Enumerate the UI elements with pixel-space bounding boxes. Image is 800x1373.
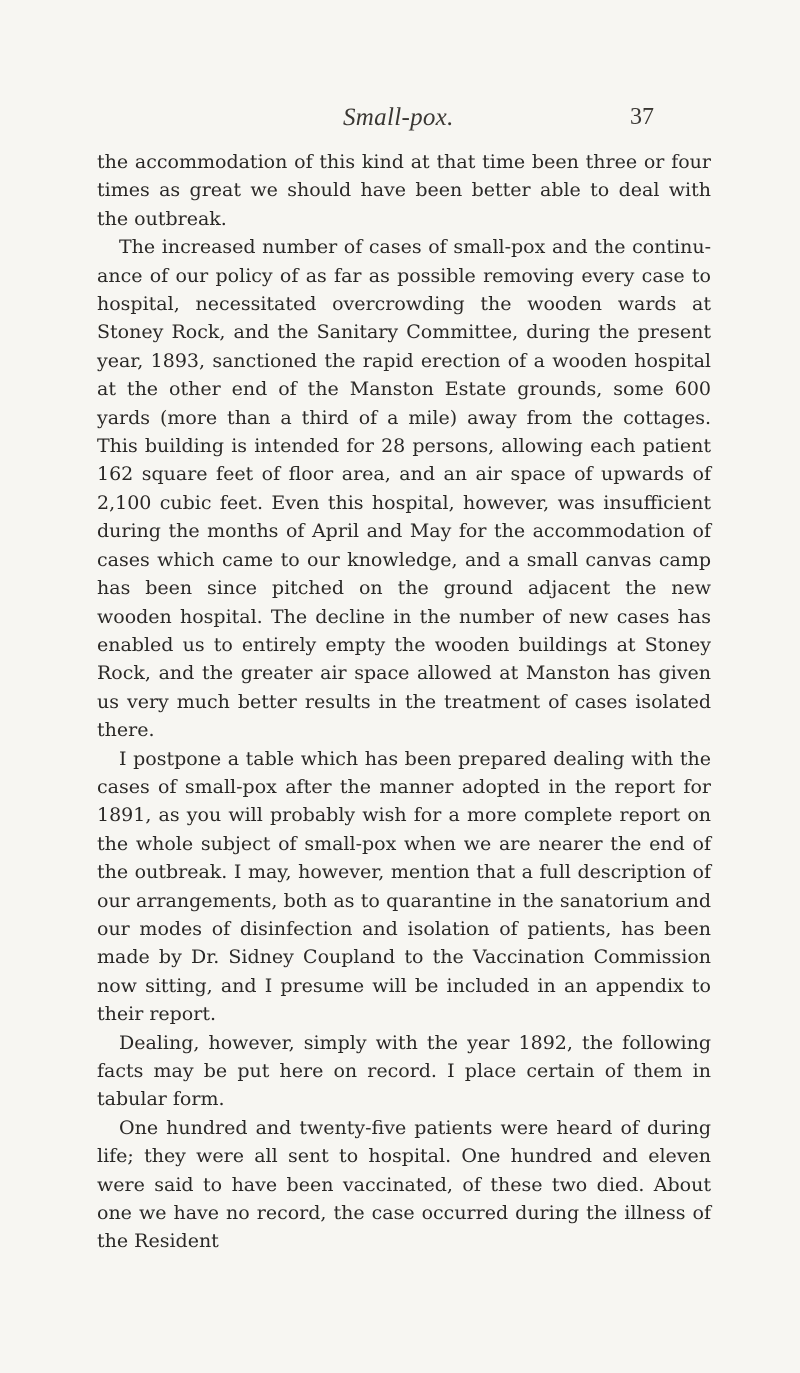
paragraph: Dealing, however, simply with the year 1892, the following facts may be put here on record. I place certain of them in tabular form. [97,1031,711,1111]
running-title: Small-pox. [343,104,454,131]
running-head [0,104,800,134]
paragraph: One hundred and twenty-five patients were heard of during life; they were all sent to hospital. One hundred and eleven were said to have been vaccinated, of these two died. About one we have no record, the case occurred during the illness of the Resident [97,1116,711,1253]
body-text [97,148,711,1256]
page-number: 37 [630,104,654,130]
paragraph: I postpone a table which has been prepared dealing with the cases of small-pox after the manner adopted in the report for 1891, as you will probably wish for a more complete report on the whole subject of small-pox when we are nearer the end of the outbreak. I may, however, mention that a full description of our arrangements, both as to quarantine in the sanatorium and our modes of disinfection and isolation of patients, has been made by Dr. Sidney Coupland to the Vaccination Commission now sitting, and I presume will be included in an appendix to their report. [97,747,711,1026]
paragraph: The increased number of cases of small-pox and the continuance of our policy of as far as possible removing every case to hospital, necessitated overcrowding the wooden wards at Stoney Rock, and the Sanitary Committee, during the present year, 1893, sanctioned the rapid erection of a wooden hospital at the other end of the Manston Estate grounds, some 600 yards (more than a third of a mile) away from the cottages. This building is intended for 28 persons, allowing each patient 162 square feet of floor area, and an air space of upwards of 2,100 cubic feet. Even this hospital, however, was insufficient during the months of April and May for the accommodation of cases which came to our knowledge, and a small canvas camp has been since pitched on the ground adjacent the new wooden hospital. The decline in the number of new cases has enabled us to entirely empty the wooden buildings at Stoney Rock, and the greater air space allowed at Manston has given us very much better results in the treatment of cases isolated there. [97,236,711,742]
paragraph-continuation: the accommodation of this kind at that time been three or four times as great we should have been better able to deal with the outbreak. [97,151,711,230]
